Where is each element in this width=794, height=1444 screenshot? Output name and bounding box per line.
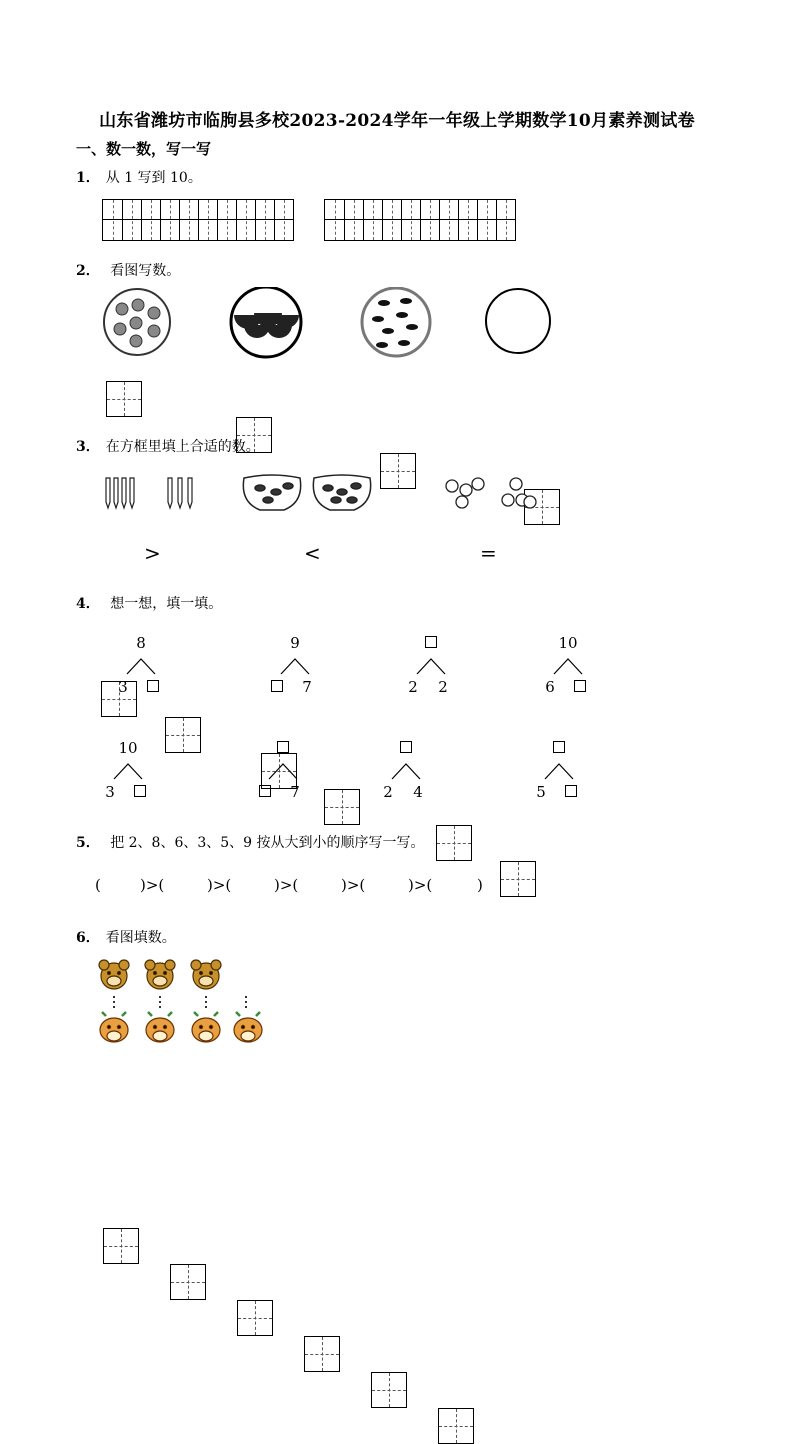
branch-lines	[279, 656, 315, 676]
branch-lines	[390, 761, 426, 781]
branch-lines	[267, 761, 303, 781]
q3-pictures	[100, 470, 540, 522]
tree-left-number: 6	[545, 678, 555, 696]
q2-pictures	[100, 287, 560, 359]
question-1	[76, 167, 202, 187]
fish-bowl-icon	[243, 475, 370, 510]
question-text: 看图写数。	[105, 263, 181, 279]
equal-sign: =	[480, 541, 497, 565]
bear-icon	[99, 960, 221, 989]
tree-top-blank[interactable]	[419, 634, 443, 652]
tree-top-number: 8	[136, 634, 146, 652]
tree-top-blank[interactable]	[394, 739, 418, 757]
question-number: 1．	[76, 170, 100, 186]
answer-box[interactable]	[165, 717, 201, 753]
answer-box[interactable]	[371, 1372, 407, 1408]
answer-box[interactable]	[324, 789, 360, 825]
tree-top-blank[interactable]	[271, 739, 295, 757]
blank-box[interactable]	[277, 741, 289, 753]
candy-circle-icon	[362, 288, 430, 356]
tree-right-blank[interactable]	[141, 678, 165, 696]
pencil-icon	[106, 478, 192, 508]
question-number: 3．	[76, 439, 100, 455]
question-text: 看图填数。	[105, 930, 176, 946]
blank-box[interactable]	[259, 785, 271, 797]
question-text: 想一想，填一填。	[105, 596, 223, 612]
question-text: 从 1 写到 10。	[105, 170, 202, 186]
tree-top-number: 10	[118, 739, 138, 757]
blank-box[interactable]	[134, 785, 146, 797]
branch-lines	[415, 656, 451, 676]
answer-box[interactable]	[304, 1336, 340, 1372]
tree-top-number: 10	[558, 634, 578, 652]
question-4	[76, 593, 222, 613]
paren-open: (	[95, 876, 101, 894]
question-number: 4．	[76, 596, 100, 612]
question-text: 在方框里填上合适的数。	[105, 439, 260, 455]
tree-right-blank[interactable]	[568, 678, 592, 696]
deer-icon	[100, 1012, 262, 1042]
tree-right-blank[interactable]	[128, 783, 152, 801]
question-number: 2．	[76, 263, 100, 279]
answer-box[interactable]	[170, 1264, 206, 1300]
separator: )>(	[274, 876, 299, 894]
blank-box[interactable]	[271, 680, 283, 692]
question-3	[76, 436, 260, 456]
question-text: 把 2、8、6、3、5、9 按从大到小的顺序写一写。	[105, 835, 425, 851]
question-5	[76, 832, 425, 852]
tree-left-number: 3	[118, 678, 128, 696]
separator: )>(	[341, 876, 366, 894]
separator: )>(	[140, 876, 165, 894]
tree-top-number: 9	[290, 634, 300, 652]
answer-box[interactable]	[106, 381, 142, 417]
greater-sign: >	[144, 541, 161, 565]
tree-left-number: 2	[383, 783, 393, 801]
tree-top-blank[interactable]	[547, 739, 571, 757]
tree-left-number: 5	[536, 783, 546, 801]
watermelon-circle-icon	[231, 287, 301, 357]
answer-box[interactable]	[103, 1228, 139, 1264]
empty-circle-icon	[486, 289, 550, 353]
question-number: 5．	[76, 835, 100, 851]
answer-box[interactable]	[438, 1408, 474, 1444]
tree-left-blank[interactable]	[265, 678, 289, 696]
branch-lines	[112, 761, 148, 781]
answer-box[interactable]	[436, 825, 472, 861]
answer-box[interactable]	[237, 1300, 273, 1336]
tree-left-blank[interactable]	[253, 783, 277, 801]
blank-box[interactable]	[553, 741, 565, 753]
separator: )>(	[207, 876, 232, 894]
tree-right-number: 7	[290, 783, 300, 801]
blank-box[interactable]	[425, 636, 437, 648]
blank-box[interactable]	[565, 785, 577, 797]
tree-right-number: 4	[413, 783, 423, 801]
blank-box[interactable]	[400, 741, 412, 753]
q6-pictures	[92, 958, 282, 1050]
writing-grid-1[interactable]	[102, 199, 294, 241]
apple-circle-icon	[104, 289, 170, 355]
answer-box[interactable]	[500, 861, 536, 897]
paren-close: )	[477, 876, 483, 894]
tree-left-number: 2	[408, 678, 418, 696]
tree-right-number: 7	[302, 678, 312, 696]
writing-grid-2[interactable]	[324, 199, 516, 241]
question-6	[76, 927, 176, 947]
tree-right-blank[interactable]	[559, 783, 583, 801]
branch-lines	[543, 761, 579, 781]
orange-icon	[446, 478, 536, 508]
less-sign: <	[304, 541, 321, 565]
tree-left-number: 3	[105, 783, 115, 801]
separator: )>(	[408, 876, 433, 894]
question-number: 6．	[76, 930, 100, 946]
page-title: 山东省潍坊市临朐县多校2023-2024学年一年级上学期数学10月素养测试卷	[99, 111, 695, 131]
question-2	[76, 260, 180, 280]
branch-lines	[125, 656, 161, 676]
blank-box[interactable]	[147, 680, 159, 692]
blank-box[interactable]	[574, 680, 586, 692]
section-heading: 一、数一数，写一写	[76, 140, 212, 158]
branch-lines	[552, 656, 588, 676]
tree-right-number: 2	[438, 678, 448, 696]
